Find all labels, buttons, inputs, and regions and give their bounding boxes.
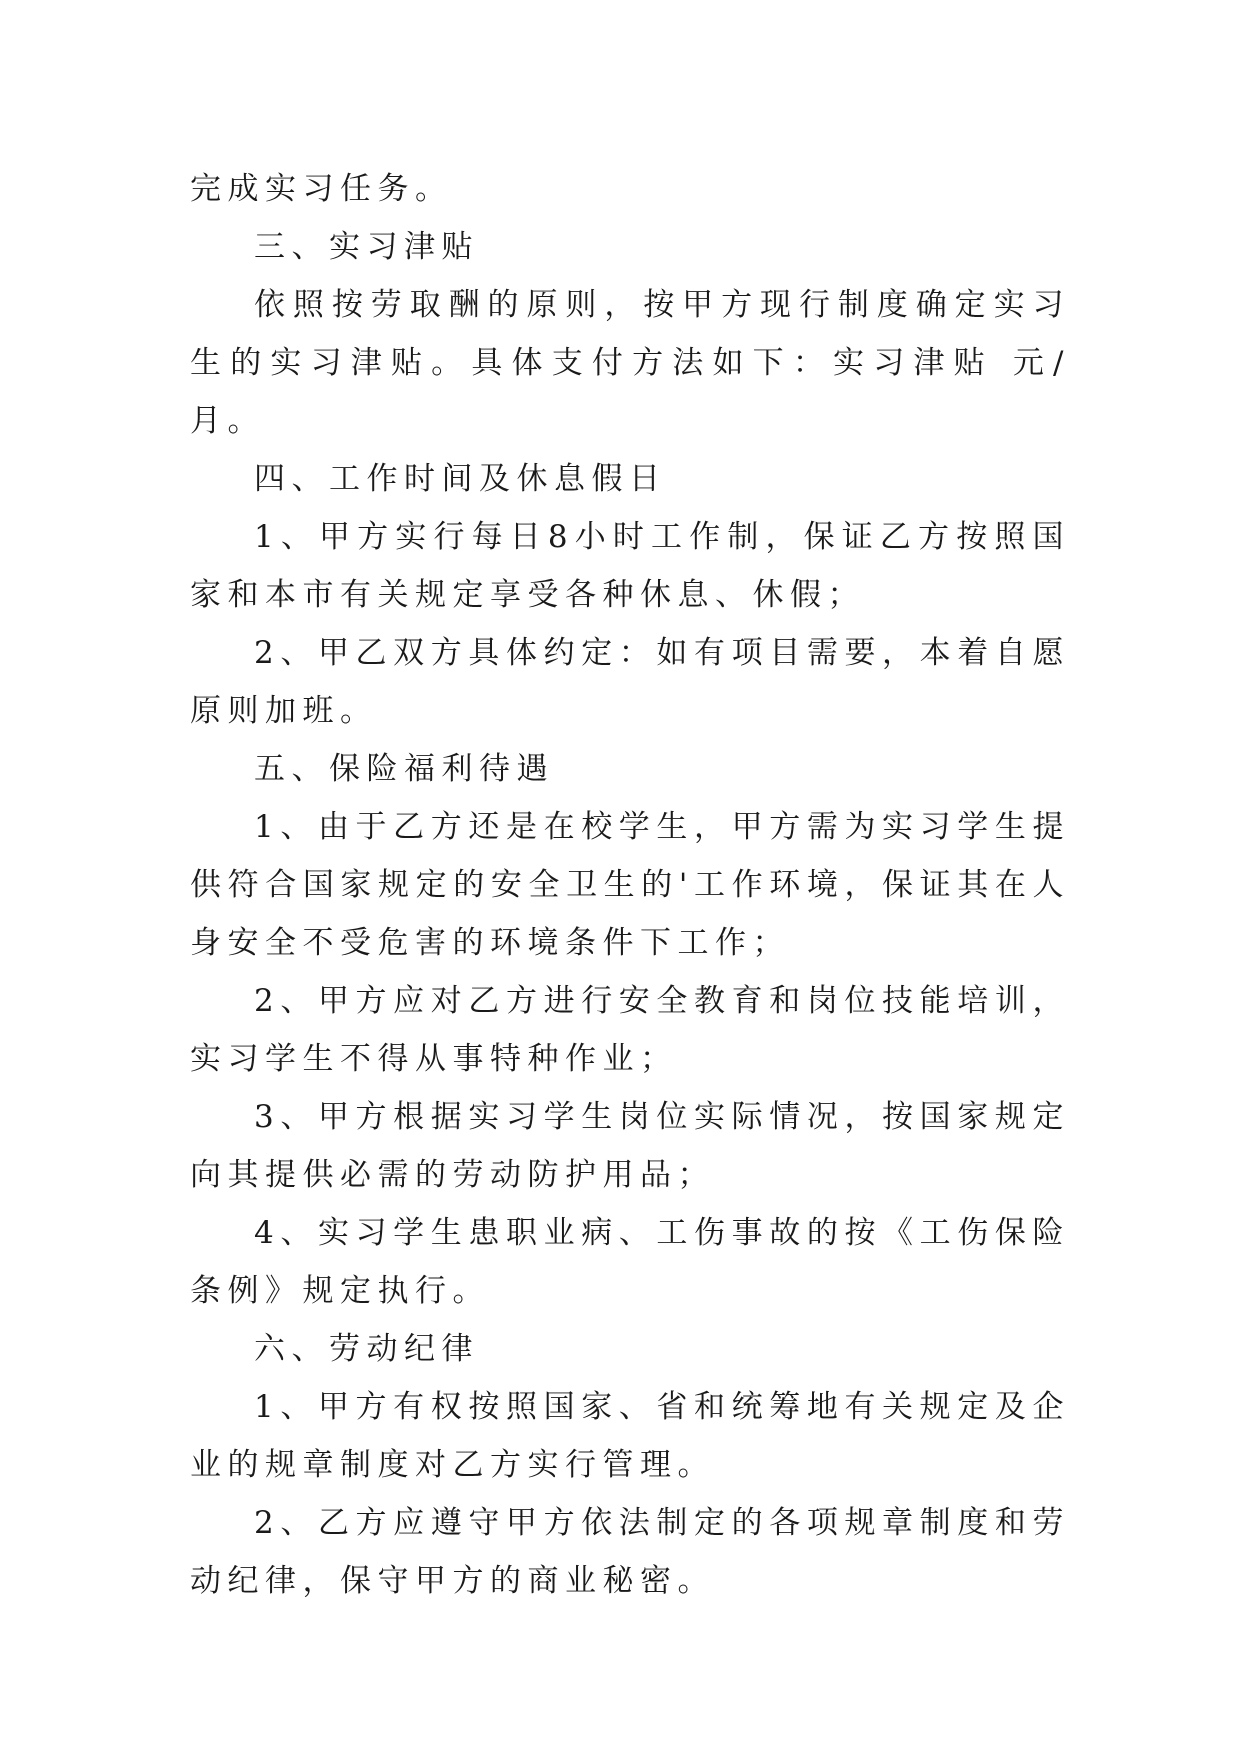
clause-work-hours-1: 1、甲方实行每日8小时工作制，保证乙方按照国家和本市有关规定享受各种休息、休假； <box>190 519 1070 613</box>
clause-insurance-2: 2、甲方应对乙方进行安全教育和岗位技能培训，实习学生不得从事特种作业； <box>190 983 1070 1077</box>
clause-insurance-4: 4、实习学生患职业病、工伤事故的按《工伤保险条例》规定执行。 <box>190 1215 1070 1309</box>
clause-work-hours-2: 2、甲乙双方具体约定：如有项目需要，本着自愿原则加班。 <box>190 635 1070 729</box>
document-body <box>190 160 1070 1610</box>
section-heading-discipline: 六、劳动纪律 <box>254 1331 479 1367</box>
paragraph-continuation: 完成实习任务。 <box>190 171 453 207</box>
clause-discipline-1: 1、甲方有权按照国家、省和统筹地有关规定及企业的规章制度对乙方实行管理。 <box>190 1389 1070 1483</box>
paragraph-allowance: 依照按劳取酬的原则，按甲方现行制度确定实习生的实习津贴。具体支付方法如下：实习津贴 元/月。 <box>190 287 1070 439</box>
section-heading-insurance: 五、保险福利待遇 <box>254 751 554 787</box>
section-heading-work-hours: 四、工作时间及休息假日 <box>254 461 667 497</box>
section-heading-allowance: 三、实习津贴 <box>254 229 479 265</box>
clause-insurance-3: 3、甲方根据实习学生岗位实际情况，按国家规定向其提供必需的劳动防护用品； <box>190 1099 1070 1193</box>
clause-discipline-2: 2、乙方应遵守甲方依法制定的各项规章制度和劳动纪律，保守甲方的商业秘密。 <box>190 1505 1070 1599</box>
clause-insurance-1: 1、由于乙方还是在校学生，甲方需为实习学生提供符合国家规定的安全卫生的'工作环境，保证其在人身安全不受危害的环境条件下工作； <box>190 809 1070 961</box>
